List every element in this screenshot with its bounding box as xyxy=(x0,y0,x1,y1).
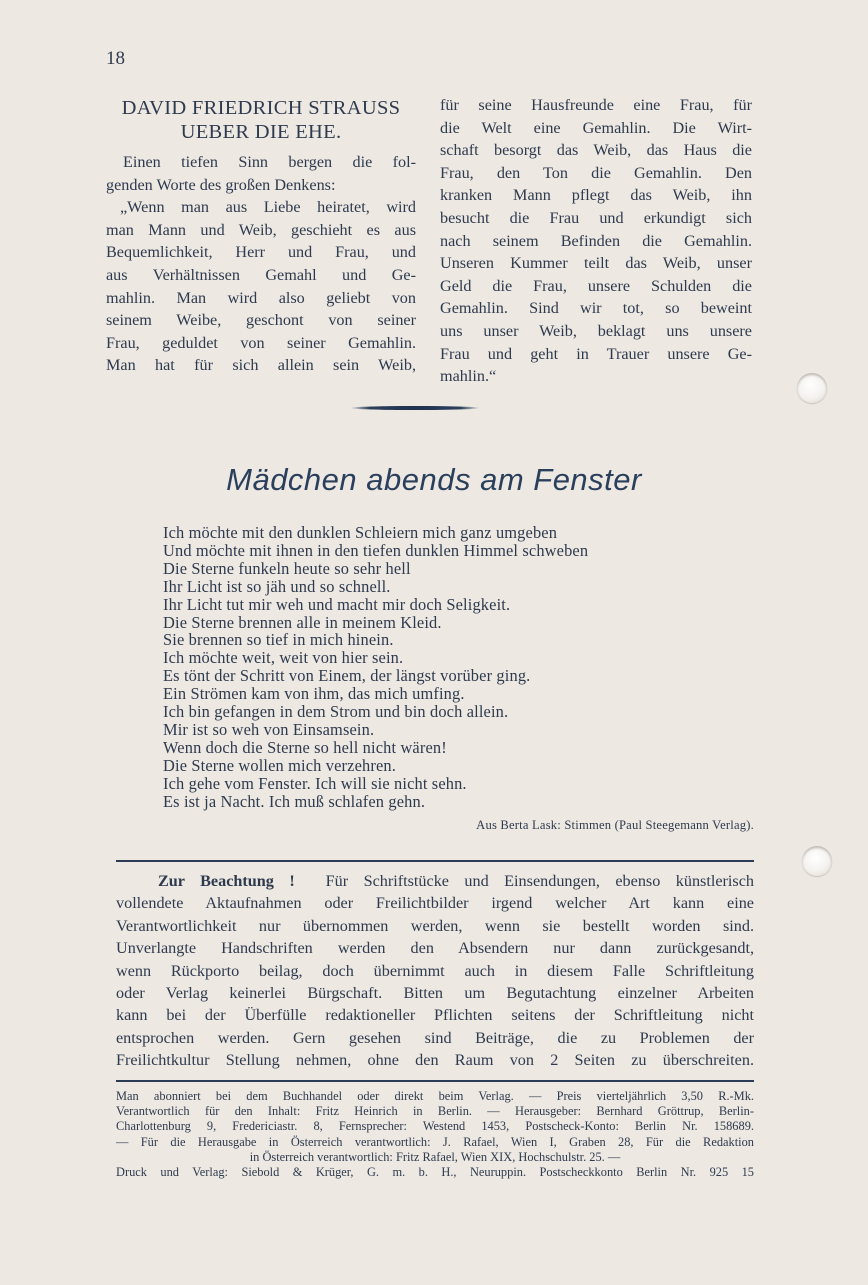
text-line: genden Worte des großen Denkens: xyxy=(106,175,336,194)
text-line: Verantwortlichkeit nur übernommen werden, wenn sie bestellt worden sind. xyxy=(116,916,754,935)
poem-line: Ich möchte mit den dunklen Schleiern mich ganz umgeben xyxy=(163,523,558,542)
notice-text: Für Schriftstücke und Einsendungen, ebenso künstlerisch xyxy=(325,872,754,890)
poem-line: Mir ist so weh von Einsamsein. xyxy=(163,719,375,739)
text-line: „Wenn man aus Liebe heiratet, wird xyxy=(120,198,416,217)
poem-line: Ein Strömen kam von ihm, das mich umfing. xyxy=(163,684,465,704)
text-line: vollendete Aktaufnahmen oder Freilichtbilder irgend welcher Art kann eine xyxy=(116,894,754,913)
text-line: mahlin.“ xyxy=(440,367,497,386)
punch-hole xyxy=(802,846,832,876)
text-line: mahlin. Man wird also geliebt von xyxy=(106,288,416,307)
article-title-line: UEBER DIE EHE. xyxy=(180,121,342,143)
text-line: Freilichtkultur Stellung nehmen, ohne den Raum von 2 Seiten zu überschreiten. xyxy=(116,1051,754,1070)
article-intro xyxy=(106,151,416,196)
section-divider-ornament xyxy=(350,406,480,410)
text-line: Frau und geht in Trauer unsere Ge- xyxy=(440,344,752,363)
poem-line: Ich möchte weit, weit von hier sein. xyxy=(163,648,404,668)
poem-line: Die Sterne funkeln heute so sehr hell xyxy=(163,558,411,578)
text-line: Frau, geduldet von seiner Gemahlin. xyxy=(106,333,416,352)
text-line: oder Verlag keinerlei Bürgschaft. Bitten um Begutachtung einzelner Arbeiten xyxy=(116,984,754,1003)
poem-line: Und möchte mit ihnen in den tiefen dunklen Himmel schweben xyxy=(163,540,589,560)
text-line: für seine Hausfreunde eine Frau, für xyxy=(440,96,752,114)
imprint-block xyxy=(116,1089,754,1180)
imprint-line: Charlottenburg 9, Fredericiastr. 8, Fernsprecher: Westend 1453, Postscheck-Konto: Berlin Nr. 158689. xyxy=(116,1119,754,1134)
poem-line: Wenn doch die Sterne so hell nicht wären! xyxy=(163,737,447,757)
text-line: Bequemlichkeit, Herr und Frau, und xyxy=(106,243,416,262)
text-line: seinem Weibe, geschont von seiner xyxy=(106,311,416,330)
poem-line: Die Sterne wollen mich verzehren. xyxy=(163,755,396,775)
text-line: entsprochen werden. Gern gesehen sind Beiträge, die zu Problemen der xyxy=(116,1028,754,1047)
notice-block xyxy=(116,870,754,1072)
text-line: schaft besorgt das Weib, das Haus die xyxy=(440,141,752,160)
poem-line: Ich bin gefangen in dem Strom und bin doch allein. xyxy=(163,702,509,722)
text-line: man Mann und Weib, geschieht es aus xyxy=(106,220,416,239)
text-line: nach seinem Befinden die Gemahlin. xyxy=(440,231,752,250)
text-line: die Welt eine Gemahlin. Die Wirt- xyxy=(440,118,752,137)
article-title-line: DAVID FRIEDRICH STRAUSS xyxy=(121,97,401,119)
notice-first-line xyxy=(116,870,754,892)
poem-line: Ihr Licht ist so jäh und so schnell. xyxy=(163,576,391,596)
text-line: Frau, den Ton die Gemahlin. Den xyxy=(440,163,752,182)
article-title xyxy=(106,96,416,144)
imprint-line: Druck und Verlag: Siebold & Krüger, G. m. b. H., Neuruppin. Postscheckkonto Berlin Nr. 925 15 xyxy=(116,1165,754,1180)
poem-line: Sie brennen so tief in mich hinein. xyxy=(163,630,394,650)
text-line: Unseren Kummer teilt das Weib, unser xyxy=(440,254,752,273)
imprint-line: — Für die Herausgabe in Österreich verantwortlich: J. Rafael, Wien I, Graben 28, Für die Redaktion xyxy=(116,1134,754,1149)
text-line: Man hat für sich allein sein Weib, xyxy=(106,356,416,375)
text-line: wenn Rückporto beilag, doch übernimmt auch in diesem Falle Schriftleitung xyxy=(116,961,754,980)
poem-line: Es ist ja Nacht. Ich muß schlafen gehn. xyxy=(163,791,426,811)
text-line: Gemahlin. Sind wir tot, so beweint xyxy=(440,299,752,318)
punch-hole xyxy=(797,373,827,403)
horizontal-rule xyxy=(116,1080,754,1082)
text-line: uns unser Weib, beklagt uns unsere xyxy=(440,321,752,340)
text-line: aus Verhältnissen Gemahl und Ge- xyxy=(106,265,416,284)
poem-source-citation: Aus Berta Lask: Stimmen (Paul Steegemann Verlag). xyxy=(476,818,754,832)
poem-line: Ich gehe vom Fenster. Ich will sie nicht sehn. xyxy=(163,773,467,793)
article-right-column xyxy=(440,94,752,388)
horizontal-rule xyxy=(116,860,754,862)
text-line: kranken Mann pflegt das Weib, ihn xyxy=(440,186,752,205)
text-line: Unverlangte Handschriften werden den Absendern nur dann zurückgesandt, xyxy=(116,939,754,958)
poem-line: Die Sterne brennen alle in meinem Kleid. xyxy=(163,612,442,632)
imprint-line: Man abonniert bei dem Buchhandel oder direkt beim Verlag. — Preis vierteljährlich 3,50 R.-Mk. xyxy=(116,1089,754,1103)
poem-line: Es tönt der Schritt von Einem, der längst vorüber ging. xyxy=(163,666,531,686)
page-number: 18 xyxy=(106,48,125,69)
text-line: Einen tiefen Sinn bergen die fol- xyxy=(123,153,416,171)
article-left-column xyxy=(106,96,416,377)
poem-body xyxy=(163,524,588,811)
text-line: Geld die Frau, unsere Schulden die xyxy=(440,276,752,295)
imprint-line: Verantwortlich für den Inhalt: Fritz Heinrich in Berlin. — Herausgeber: Bernhard Gröttrup, Berlin- xyxy=(116,1104,754,1119)
poem-title: Mädchen abends am Fenster xyxy=(226,462,642,497)
text-line: kann bei der Überfülle redaktioneller Pflichten seitens der Schriftleitung nicht xyxy=(116,1006,754,1025)
imprint-line: in Österreich verantwortlich: Fritz Rafael, Wien XIX, Hochschulstr. 25. — xyxy=(249,1149,621,1164)
poem-line: Ihr Licht tut mir weh und macht mir doch Seligkeit. xyxy=(163,594,511,614)
article-quote xyxy=(106,196,416,377)
text-line: besucht die Frau und erkundigt sich xyxy=(440,208,752,227)
notice-heading: Zur Beachtung ! xyxy=(158,872,295,890)
